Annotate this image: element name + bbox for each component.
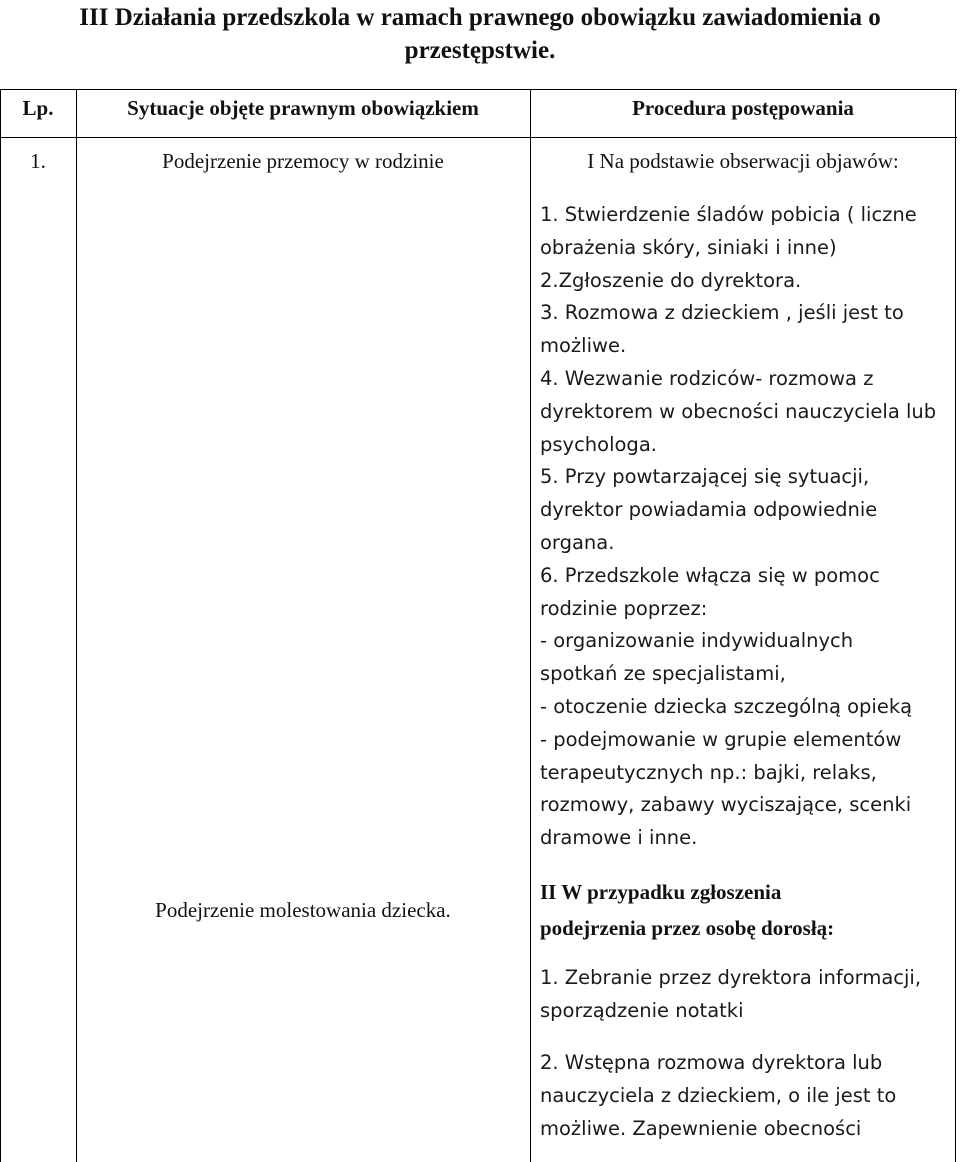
row2-step-1 [540,961,950,1027]
row1-section-heading: I Na podstawie obserwacji objawów: [587,149,899,173]
procedure-line: - otoczenie dziecka szczególną opieką [540,694,913,718]
procedure-line: 1. Stwierdzenie śladów pobicia ( liczne [540,203,917,226]
procedure-line: dyrektor powiadamia odpowiednie [540,498,878,522]
procedure-line: spotkań ze specjalistami, [540,662,786,686]
procedure-line: rozmowy, zabawy wyciszające, scenki [540,793,912,817]
procedure-line: rodzinie poprzez: [540,596,708,620]
procedure-line: możliwe. [540,334,627,358]
procedure-line: obrażenia skóry, siniaki i inne) [540,235,837,259]
column-divider-lp [76,89,77,1162]
header-situations: Sytuacje objęte prawnym obowiązkiem [127,96,479,120]
step-line: 2. Wstępna rozmowa dyrektora lub [540,1051,883,1074]
procedure-line: 4. Wezwanie rodziców- rozmowa z [540,366,874,390]
procedure-line: 3. Rozmowa z dzieckiem , jeśli jest to [540,301,904,325]
row2-section-heading-line-2: podejrzenia przez osobę dorosłą: [540,916,835,940]
row2-situation: Podejrzenie molestowania dziecka. [155,898,451,922]
step-line: możliwe. Zapewnienie obecności [540,1117,862,1140]
header-lp: Lp. [22,96,54,120]
column-divider-situations [530,89,531,1162]
table-top-border [0,89,957,90]
row1-procedure-list [540,199,950,855]
procedure-line: - organizowanie indywidualnych [540,629,854,653]
document-title-line-2: przestępstwie. [404,37,556,64]
row2-section-heading-line-1: II W przypadku zgłoszenia [540,880,782,904]
step-line: 1. Zebranie przez dyrektora informacji, [540,966,922,989]
header-procedure: Procedura postępowania [632,96,854,120]
procedure-line: terapeutycznych np.: bajki, relaks, [540,760,877,784]
procedure-line: 5. Przy powtarzającej się sytuacji, [540,465,870,489]
procedure-line: psychologa. [540,432,657,456]
row2-section-heading [540,874,950,946]
row1-lp: 1. [30,149,46,173]
row1-situation: Podejrzenie przemocy w rodzinie [162,149,444,173]
procedure-line: 6. Przedszkole włącza się w pomoc [540,563,880,587]
step-line: sporządzenie notatki [540,999,744,1022]
procedure-line: dramowe i inne. [540,826,698,850]
procedure-line: 2.Zgłoszenie do dyrektora. [540,268,802,292]
step-line: nauczyciela z dzieckiem, o ile jest to [540,1084,897,1107]
procedure-line: - podejmowanie w grupie elementów [540,727,902,751]
row2-step-2 [540,1046,950,1145]
table-right-border [955,89,956,1162]
header-row-divider [0,137,957,138]
procedure-line: organa. [540,530,615,554]
table-left-border [0,89,1,1162]
document-title-line-1: III Działania przedszkola w ramach prawnego obowiązku zawiadomienia o [79,4,881,31]
procedure-line: dyrektorem w obecności nauczyciela lub [540,399,937,423]
